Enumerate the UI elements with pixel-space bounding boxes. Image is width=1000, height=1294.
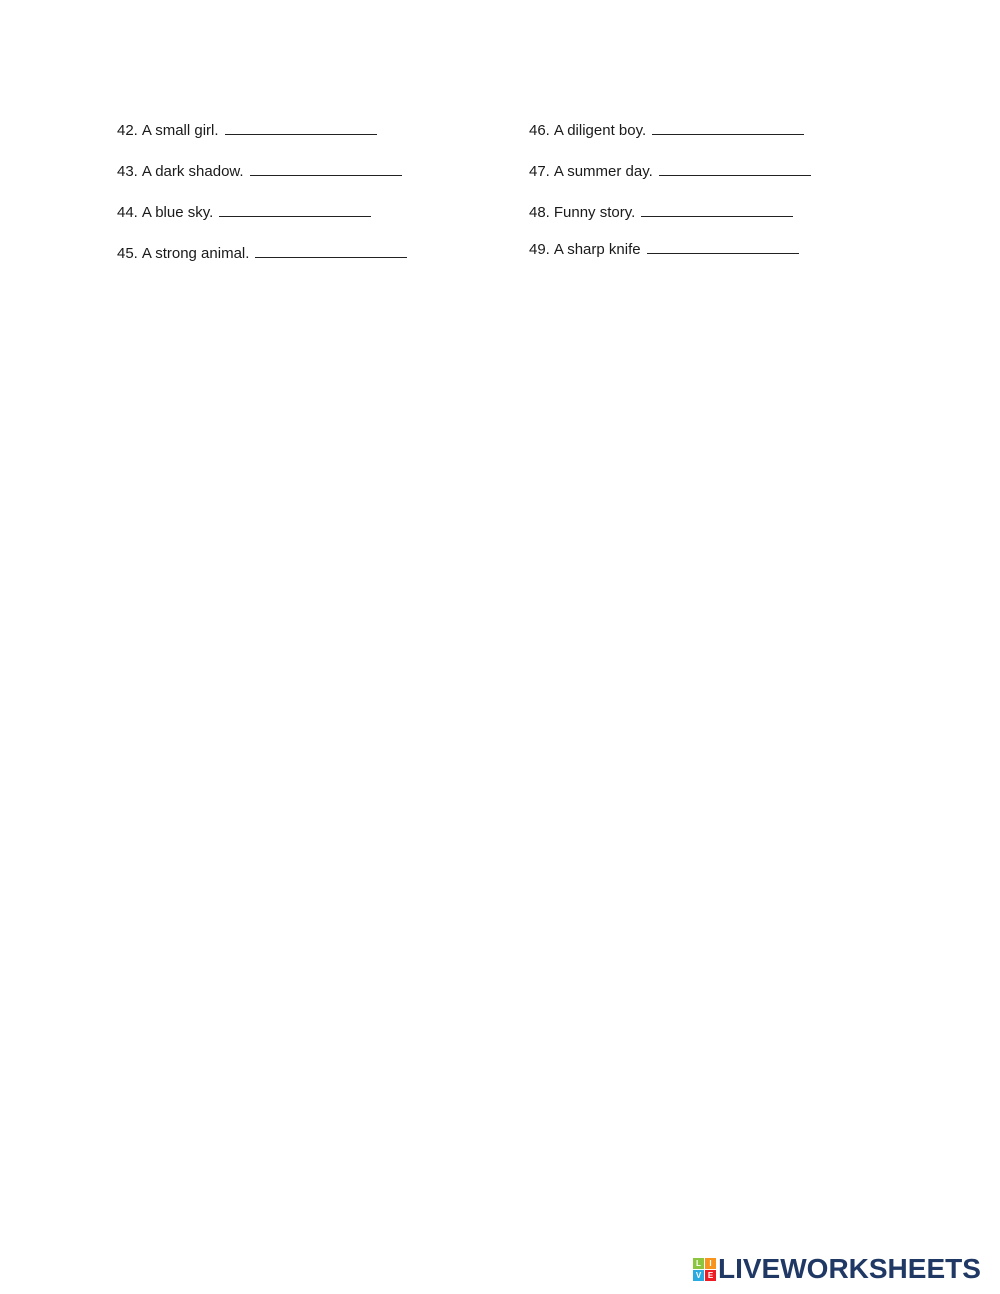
exercise-item	[529, 201, 811, 242]
exercise-item	[529, 160, 811, 201]
exercise-number: 42.	[117, 122, 138, 139]
exercise-number: 49.	[529, 241, 550, 258]
exercise-item	[529, 119, 811, 160]
exercise-number: 44.	[117, 204, 138, 221]
logo-square: E	[705, 1270, 716, 1281]
exercise-text: A blue sky.	[141, 204, 214, 221]
exercise-text: A sharp knife	[553, 241, 641, 258]
exercise-column-right	[529, 119, 811, 279]
answer-blank[interactable]	[255, 242, 407, 258]
exercise-item	[529, 238, 811, 279]
exercise-text: A dark shadow.	[141, 163, 244, 180]
answer-blank[interactable]	[225, 119, 377, 135]
logo-text: LIVEWORKSHEETS	[718, 1253, 981, 1284]
exercise-text: A small girl.	[141, 122, 219, 139]
exercise-item	[117, 201, 407, 242]
exercise-text: A summer day.	[553, 163, 653, 180]
answer-blank[interactable]	[652, 119, 804, 135]
exercise-number: 43.	[117, 163, 138, 180]
exercise-item	[117, 242, 407, 283]
logo-square: L	[693, 1258, 704, 1269]
exercise-text: A diligent boy.	[553, 122, 647, 139]
answer-blank[interactable]	[250, 160, 402, 176]
answer-blank[interactable]	[659, 160, 811, 176]
exercise-text: A strong animal.	[141, 245, 250, 262]
exercise-number: 45.	[117, 245, 138, 262]
answer-blank[interactable]	[647, 238, 799, 254]
exercise-text: Funny story.	[553, 204, 636, 221]
exercise-number: 46.	[529, 122, 550, 139]
answer-blank[interactable]	[641, 201, 793, 217]
answer-blank[interactable]	[219, 201, 371, 217]
exercise-item	[117, 119, 407, 160]
exercise-item	[117, 160, 407, 201]
exercise-column-left	[117, 119, 407, 283]
exercise-number: 47.	[529, 163, 550, 180]
logo-squares-icon	[693, 1258, 716, 1281]
logo-square: V	[693, 1270, 704, 1281]
logo-square: I	[705, 1258, 716, 1269]
liveworksheets-logo	[693, 1253, 981, 1284]
exercise-number: 48.	[529, 204, 550, 221]
